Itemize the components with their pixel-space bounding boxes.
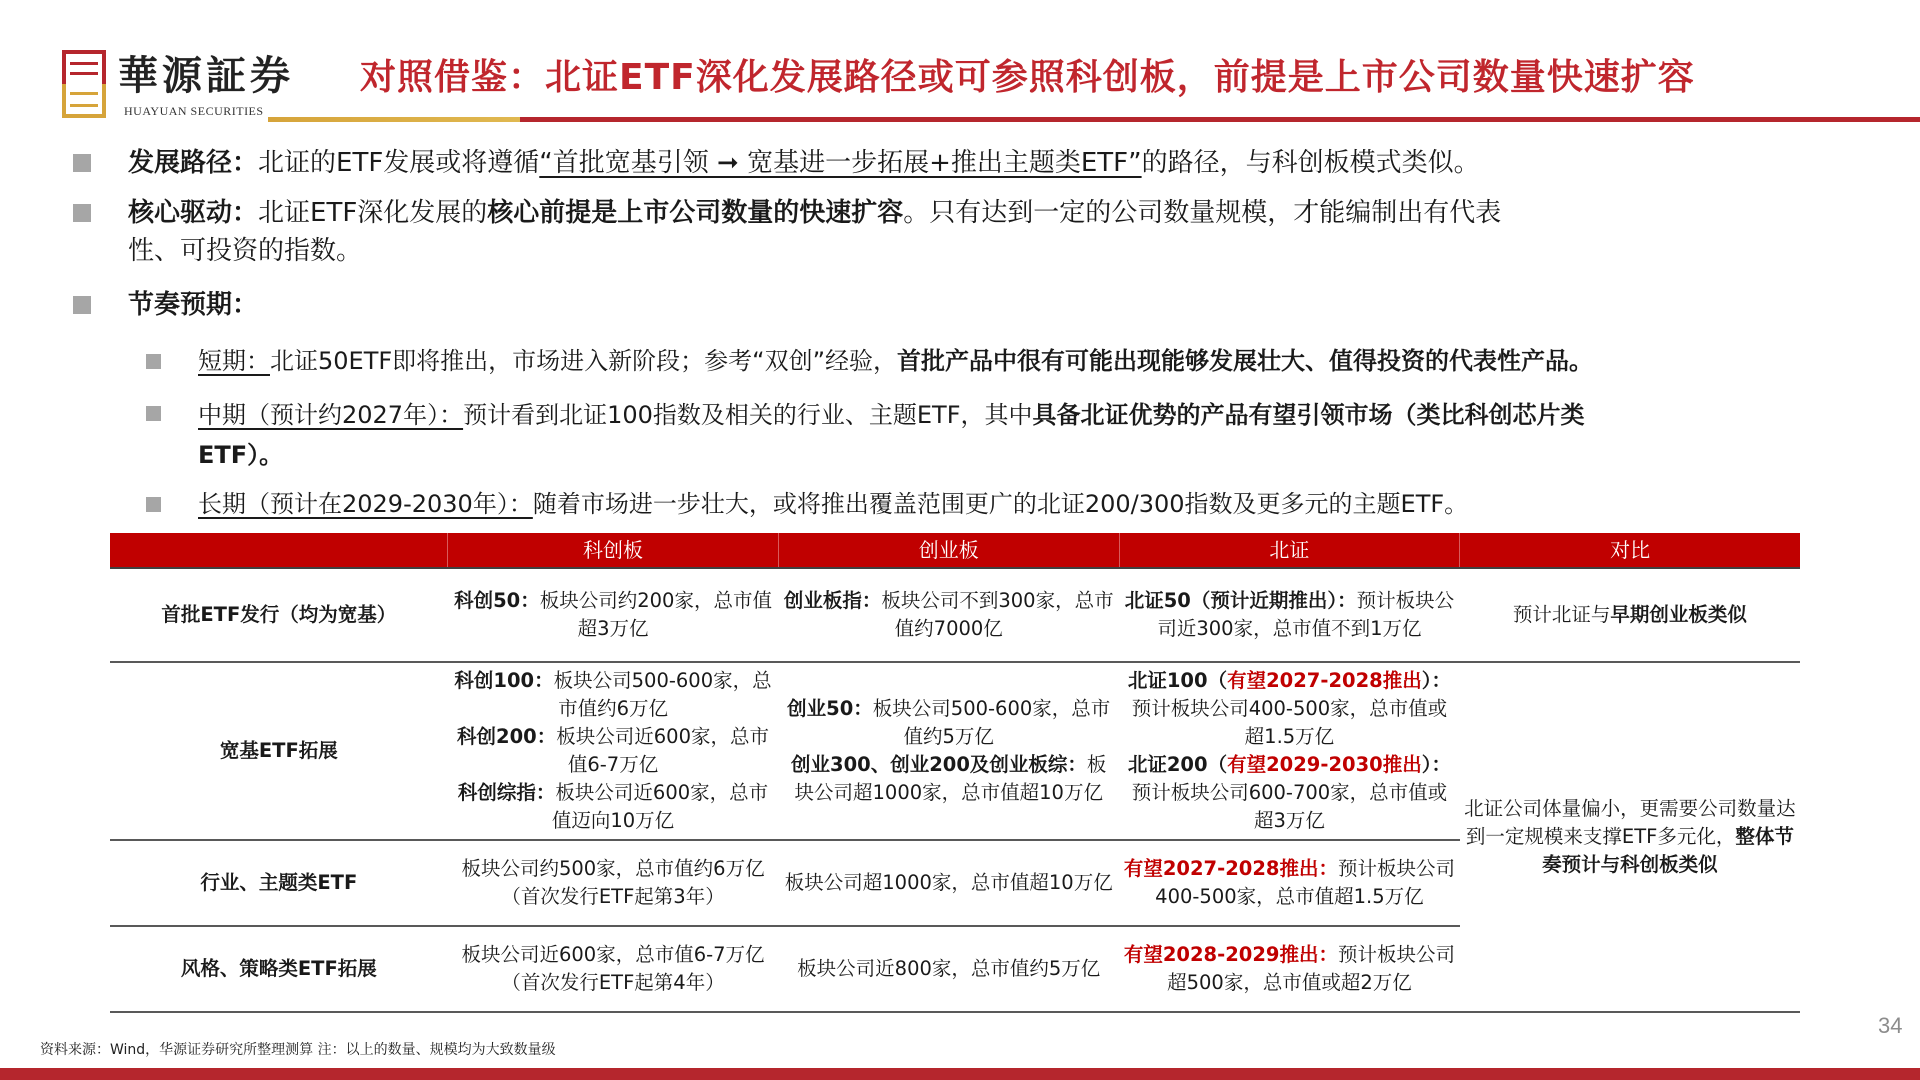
sub-bullet-short-term: 短期：北证50ETF即将推出，市场进入新阶段；参考“双创”经验，首批产品中很有可能出现能够发展壮大、值得投资的代表性产品。 bbox=[198, 347, 1594, 375]
bullet-rhythm-expectation: 节奏预期： bbox=[128, 290, 259, 320]
cell-compare: 预计北证与早期创业板类似 bbox=[1512, 603, 1747, 626]
sub-bullet-square-icon bbox=[146, 406, 161, 421]
cell-chinext: 板块公司近800家，总市值约5万亿 bbox=[797, 957, 1101, 980]
row-label: 行业、主题类ETF bbox=[200, 871, 358, 894]
bullet-development-path: 发展路径：北证的ETF发展或将遵循“首批宽基引领 ➞ 宽基进一步拓展+推出主题类ETF”的路径，与科创板模式类似。 bbox=[128, 148, 1480, 178]
title-divider-red bbox=[520, 117, 1920, 122]
title-divider-gold bbox=[268, 117, 520, 122]
cell-star: 板块公司近600家，总市值6-7万亿（首次发行ETF起第4年） bbox=[461, 943, 765, 994]
cell-bse: 北证50（预计近期推出）：预计板块公司近300家，总市值不到1万亿 bbox=[1124, 589, 1455, 640]
table-header-star-market: 科创板 bbox=[448, 533, 779, 568]
logo-mark-icon bbox=[62, 50, 106, 118]
cell-bse: 有望2028-2029推出：预计板块公司超500家，总市值或超2万亿 bbox=[1123, 943, 1455, 994]
cell-chinext: 创业板指：板块公司不到300家，总市值约7000亿 bbox=[783, 589, 1114, 640]
company-logo bbox=[62, 50, 332, 122]
sub-bullet-mid-term: 中期（预计约2027年）：预计看到北证100指数及相关的行业、主题ETF，其中具备北证优势的产品有望引领市场（类比科创芯片类 ETF）。 bbox=[198, 401, 1585, 469]
cell-chinext: 创业50：板块公司500-600家，总市值约5万亿 创业300、创业200及创业板综：板块公司超1000家，总市值超10万亿 bbox=[787, 697, 1111, 804]
bullet-label: 发展路径： bbox=[128, 148, 259, 178]
table-row bbox=[110, 662, 1800, 840]
table-header-bse: 北证 bbox=[1119, 533, 1460, 568]
row-label: 宽基ETF拓展 bbox=[219, 739, 338, 762]
cell-chinext: 板块公司超1000家，总市值超10万亿 bbox=[784, 871, 1113, 894]
cell-compare: 北证公司体量偏小，更需要公司数量达到一定规模来支撑ETF多元化，整体节奏预计与科创板类似 bbox=[1460, 662, 1800, 1012]
page-number: 34 bbox=[1878, 1013, 1903, 1038]
cell-star: 科创100：板块公司500-600家，总市值约6万亿 科创200：板块公司近600家，总市值6-7万亿 科创综指：板块公司近600家，总市值迈向10万亿 bbox=[454, 669, 772, 832]
footer-bar bbox=[0, 1068, 1920, 1080]
source-footnote: 资料来源：Wind，华源证券研究所整理测算 注：以上的数量、规模均为大致数量级 bbox=[40, 1042, 556, 1058]
bullet-square-icon bbox=[73, 154, 91, 172]
page-title: 对照借鉴：北证ETF深化发展路径或可参照科创板，前提是上市公司数量快速扩容 bbox=[360, 57, 1695, 98]
table-row bbox=[110, 568, 1800, 662]
bullet-core-driver: 核心驱动：北证ETF深化发展的核心前提是上市公司数量的快速扩容。只有达到一定的公司数量规模，才能编制出有代表 性、可投资的指数。 bbox=[128, 198, 1502, 266]
sub-bullet-square-icon bbox=[146, 354, 161, 369]
logo-name-cn: 華源証券 bbox=[118, 52, 294, 99]
row-label: 首批ETF发行（均为宽基） bbox=[161, 603, 397, 626]
row-label: 风格、策略类ETF拓展 bbox=[180, 957, 377, 980]
table-header-blank bbox=[110, 533, 448, 568]
etf-comparison-table bbox=[110, 533, 1800, 1013]
bullet-square-icon bbox=[73, 296, 91, 314]
sub-bullet-square-icon bbox=[146, 497, 161, 512]
sub-bullet-long-term: 长期（预计在2029-2030年）：随着市场进一步壮大，或将推出覆盖范围更广的北证200/300指数及更多元的主题ETF。 bbox=[198, 490, 1469, 518]
cell-bse: 有望2027-2028推出：预计板块公司400-500家，总市值超1.5万亿 bbox=[1123, 857, 1455, 908]
table-header-chinext: 创业板 bbox=[778, 533, 1119, 568]
table-header-compare: 对比 bbox=[1460, 533, 1800, 568]
cell-star: 科创50：板块公司约200家，总市值超3万亿 bbox=[454, 589, 772, 640]
table-header-row bbox=[110, 533, 1800, 568]
logo-name-en: HUAYUAN SECURITIES bbox=[124, 104, 264, 118]
bullet-square-icon bbox=[73, 204, 91, 222]
cell-bse: 北证100（有望2027-2028推出）：预计板块公司400-500家，总市值或超1.5万亿 北证200（有望2029-2030推出）：预计板块公司600-700家，总市值或超3万亿 bbox=[1127, 669, 1451, 832]
cell-star: 板块公司约500家，总市值约6万亿（首次发行ETF起第3年） bbox=[461, 857, 765, 908]
